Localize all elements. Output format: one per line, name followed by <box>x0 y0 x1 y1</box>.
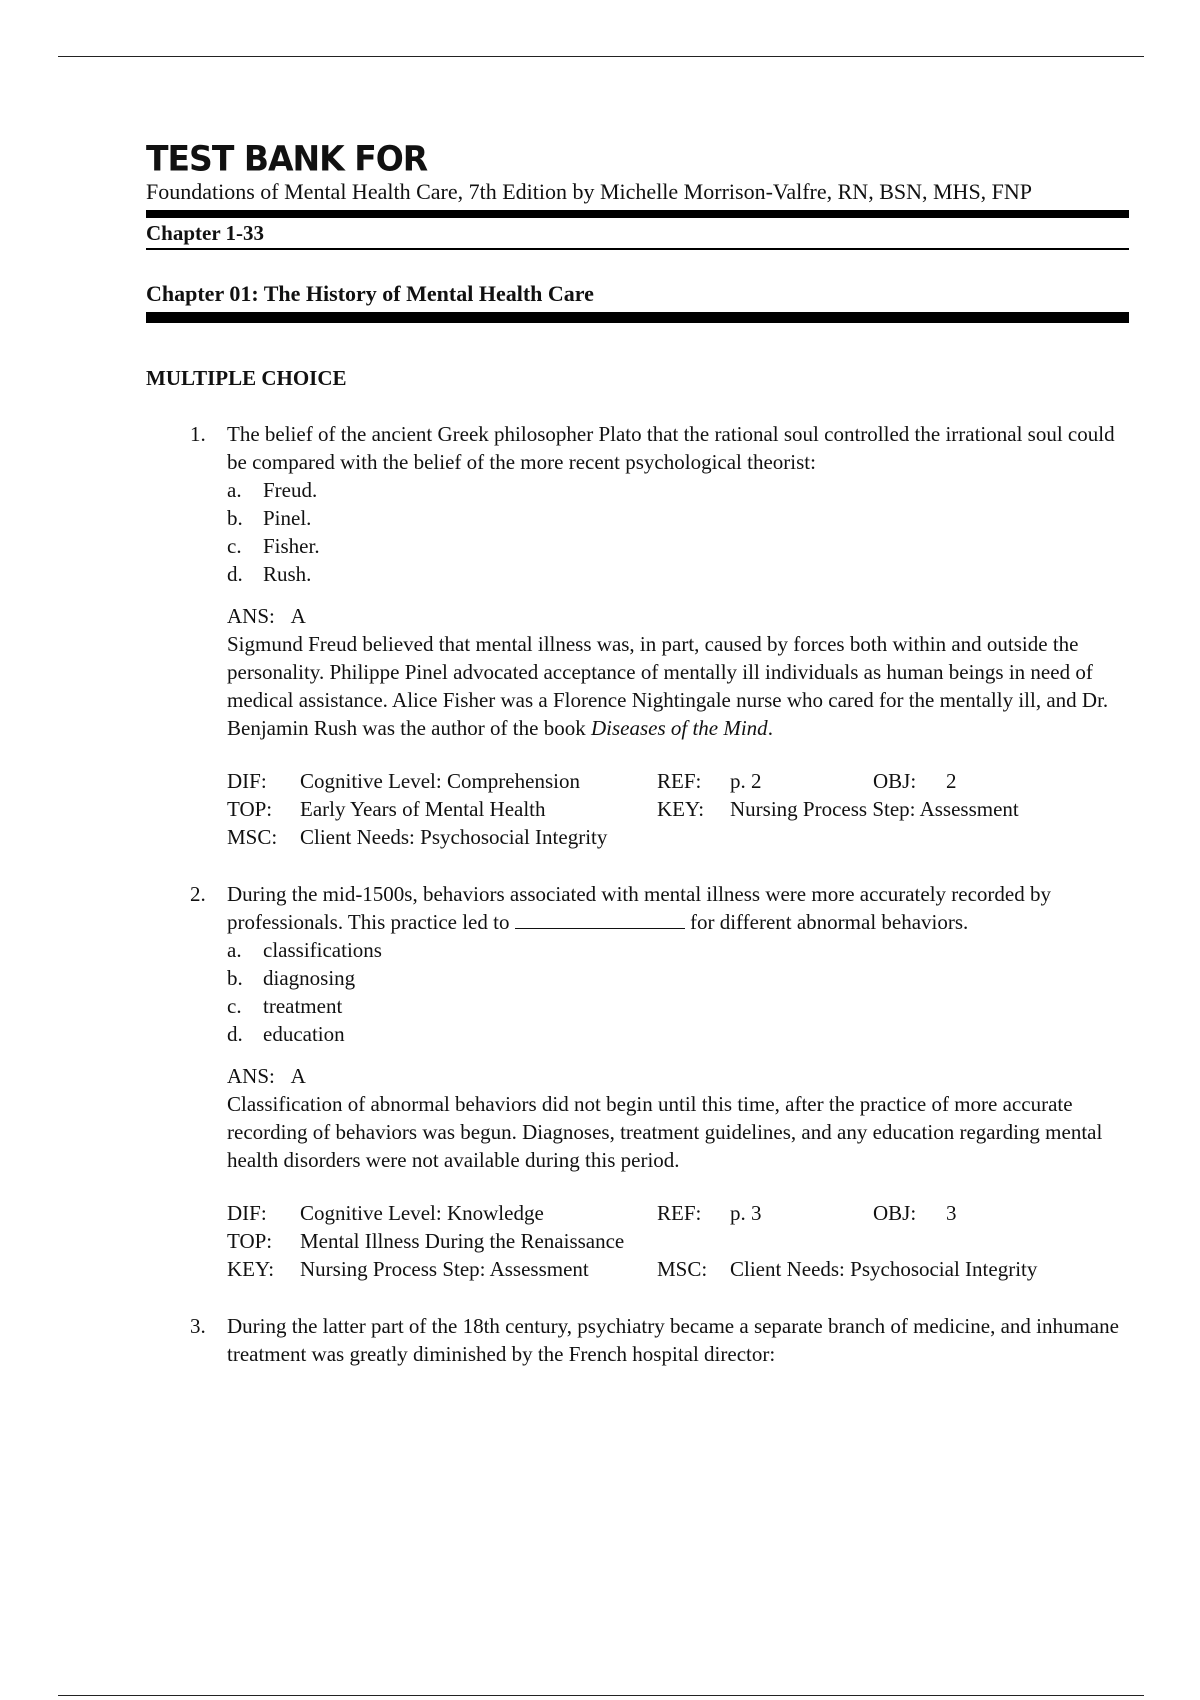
answer-line <box>227 602 1130 630</box>
header-thin-rule <box>146 248 1129 250</box>
answer-options <box>227 936 1130 1048</box>
option-item <box>227 964 1130 992</box>
dif-label: DIF: <box>227 769 267 793</box>
rationale: Classification of abnormal behaviors did not begin until this time, after the practice of more accurate recording of behaviors was begun. Diagnoses, treatment guidelines, and any education regarding mental health disorders were not available during this period. <box>227 1092 1103 1172</box>
option-text: Freud. <box>263 478 318 502</box>
obj-value: 2 <box>946 769 957 793</box>
obj-label: OBJ: <box>873 1201 917 1225</box>
question-number: 2. <box>190 882 206 906</box>
stem-part-2: for different abnormal behaviors. <box>684 910 969 934</box>
msc-label: MSC: <box>227 825 278 849</box>
answer-value: A <box>290 604 306 628</box>
option-letter: d. <box>227 562 243 586</box>
answer-options <box>227 476 1130 588</box>
key-label: KEY: <box>657 797 705 821</box>
msc-value: Client Needs: Psychosocial Integrity <box>300 825 608 849</box>
question-stem: During the latter part of the 18th century, psychiatry became a separate branch of medicine, and inhumane treatment was greatly diminished by the French hospital director: <box>227 1314 1119 1366</box>
option-item <box>227 936 1130 964</box>
obj-value: 3 <box>946 1201 957 1225</box>
question-2 <box>180 880 1130 1283</box>
option-letter: b. <box>227 966 243 990</box>
msc-label: MSC: <box>657 1257 708 1281</box>
dif-value: Cognitive Level: Comprehension <box>300 769 580 793</box>
question-metadata <box>227 1199 1130 1283</box>
key-label: KEY: <box>227 1257 275 1281</box>
top-value: Early Years of Mental Health <box>300 797 546 821</box>
section-heading: MULTIPLE CHOICE <box>146 366 347 390</box>
rationale-text: Sigmund Freud believed that mental illness was, in part, caused by forces both within and outside the personality. Philippe Pinel advocated acceptance of mentally ill individuals as human beings in need of medical assistance. Alice Fisher was a Florence Nightingale nurse who cared for the mentally ill, and Dr. Benjamin Rush was the author of the book <box>227 632 1109 740</box>
answer-label: ANS: <box>227 604 275 628</box>
answer-label: ANS: <box>227 1064 275 1088</box>
question-number: 1. <box>190 422 206 446</box>
question-stem <box>227 880 1130 936</box>
option-letter: a. <box>227 938 242 962</box>
top-label: TOP: <box>227 797 273 821</box>
top-value: Mental Illness During the Renaissance <box>300 1229 625 1253</box>
ref-label: REF: <box>657 769 702 793</box>
answer-line <box>227 1062 1130 1090</box>
key-value: Nursing Process Step: Assessment <box>730 797 1019 821</box>
option-letter: c. <box>227 994 242 1018</box>
question-1 <box>180 420 1130 851</box>
book-title-italic: Diseases of the Mind <box>590 716 768 740</box>
option-text: education <box>263 1022 345 1046</box>
question-number: 3. <box>190 1314 206 1338</box>
ref-value: p. 2 <box>730 769 762 793</box>
top-rule <box>58 56 1144 57</box>
option-text: Rush. <box>263 562 312 586</box>
option-item <box>227 504 1130 532</box>
msc-value: Client Needs: Psychosocial Integrity <box>730 1257 1038 1281</box>
question-stem: The belief of the ancient Greek philosopher Plato that the rational soul controlled the irrational soul could be compared with the belief of the more recent psychological theorist: <box>227 422 1115 474</box>
top-label: TOP: <box>227 1229 273 1253</box>
ref-value: p. 3 <box>730 1201 762 1225</box>
option-item <box>227 992 1130 1020</box>
question-3 <box>180 1312 1130 1368</box>
option-item <box>227 476 1130 504</box>
option-item <box>227 1020 1130 1048</box>
option-text: Pinel. <box>263 506 312 530</box>
option-letter: a. <box>227 478 242 502</box>
option-letter: d. <box>227 1022 243 1046</box>
dif-value: Cognitive Level: Knowledge <box>300 1201 544 1225</box>
option-letter: b. <box>227 506 243 530</box>
ref-label: REF: <box>657 1201 702 1225</box>
chapter-thick-rule <box>146 312 1129 323</box>
option-item <box>227 532 1130 560</box>
chapter-range: Chapter 1-33 <box>146 221 265 245</box>
rationale-end: . <box>767 716 773 740</box>
document-header <box>146 138 1129 250</box>
header-thick-rule <box>146 210 1129 218</box>
fill-in-blank <box>515 908 685 929</box>
option-letter: c. <box>227 534 242 558</box>
answer-value: A <box>290 1064 306 1088</box>
obj-label: OBJ: <box>873 769 917 793</box>
option-text: classifications <box>263 938 382 962</box>
test-bank-title: TEST BANK FOR <box>146 138 428 179</box>
bottom-rule <box>58 1695 1144 1696</box>
chapter-title: Chapter 01: The History of Mental Health Care <box>146 281 594 306</box>
dif-label: DIF: <box>227 1201 267 1225</box>
key-value: Nursing Process Step: Assessment <box>300 1257 589 1281</box>
question-metadata <box>227 767 1130 851</box>
rationale <box>227 630 1130 742</box>
stem-part-1: During the mid-1500s, behaviors associated with mental illness were more accurately recorded by professionals. This practice led to <box>227 882 1051 934</box>
option-text: diagnosing <box>263 966 356 990</box>
option-item <box>227 560 1130 588</box>
option-text: Fisher. <box>263 534 320 558</box>
question-list <box>180 420 1130 1368</box>
book-subtitle: Foundations of Mental Health Care, 7th Edition by Michelle Morrison-Valfre, RN, BSN, MHS, FNP <box>146 179 1033 204</box>
option-text: treatment <box>263 994 343 1018</box>
